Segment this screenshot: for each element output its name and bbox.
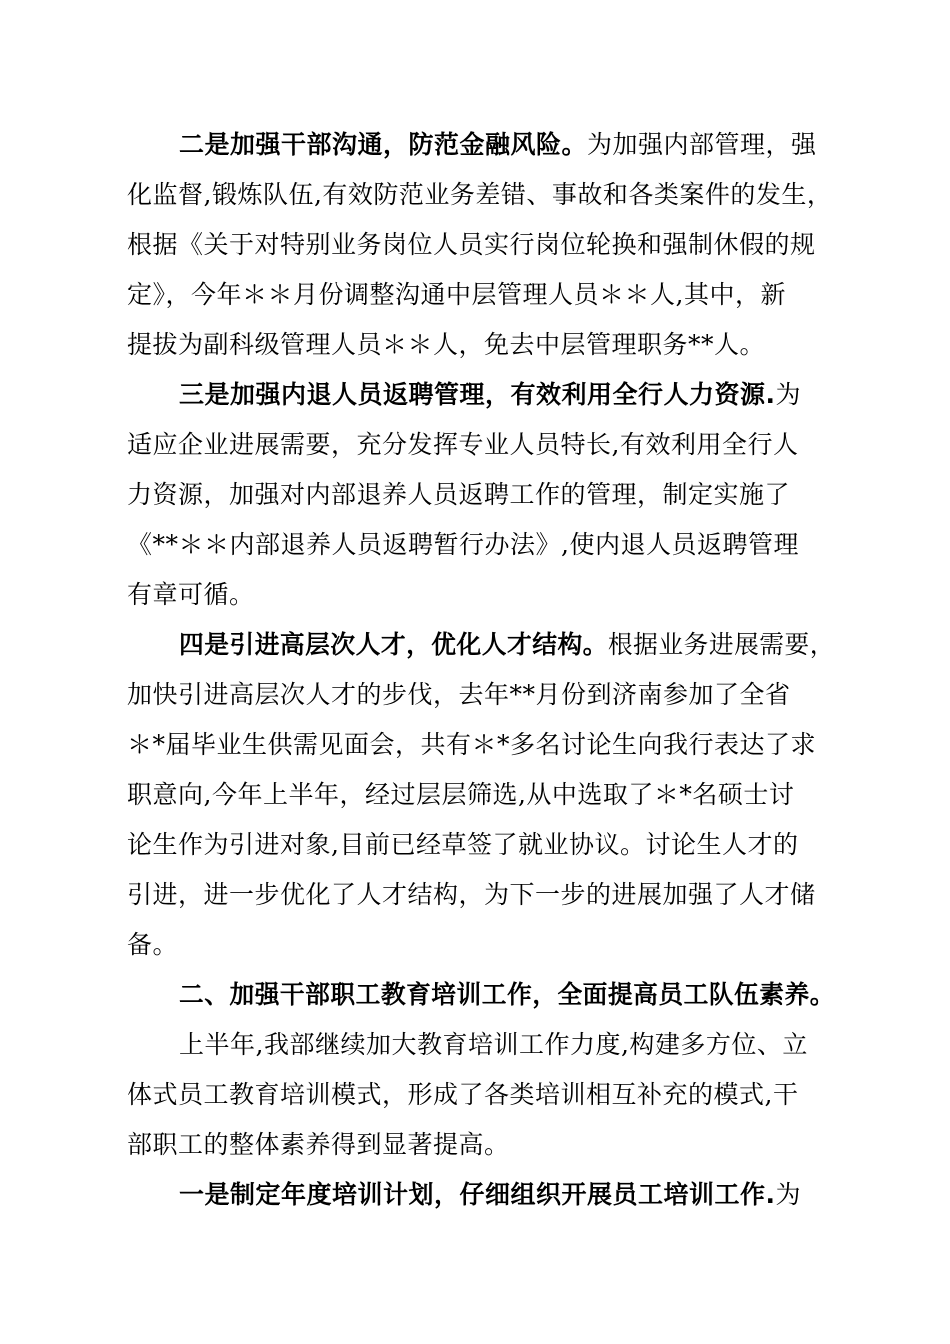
- paragraph-line: [127, 1130, 510, 1160]
- line-text: 备。: [127, 930, 179, 959]
- line-text: 体式员工教育培训模式，形成了各类培训相互补充的模式,干: [127, 1080, 799, 1109]
- bold-heading: 四是引进高层次人才，优化人才结构。: [179, 630, 608, 659]
- paragraph-line: [127, 480, 790, 510]
- paragraph-line: [127, 930, 178, 960]
- paragraph-line: [179, 130, 817, 160]
- line-text: 提拔为副科级管理人员＊＊人，免去中层管理职务**人。: [127, 330, 766, 359]
- line-text: 部职工的整体素养得到显著提高。: [127, 1130, 510, 1159]
- paragraph-line: [127, 180, 832, 210]
- line-text: 为: [775, 1180, 802, 1209]
- bold-heading: 二是加强干部沟通，防范金融风险。: [179, 130, 588, 159]
- line-text: 引进，进一步优化了人才结构，为下一步的进展加强了人才储: [127, 880, 816, 909]
- paragraph-line: [127, 880, 816, 910]
- paragraph-line: [179, 1030, 808, 1060]
- line-text: 适应企业进展需要，充分发挥专业人员特长,有效利用全行人: [127, 430, 799, 459]
- line-text: 根据《关于对特别业务岗位人员实行岗位轮换和强制休假的规: [127, 230, 816, 259]
- paragraph-line: [179, 380, 801, 410]
- line-text: 上半年,我部继续加大教育培训工作力度,构建多方位、立: [179, 1030, 808, 1059]
- paragraph-line: [127, 280, 786, 310]
- paragraph-line: [127, 430, 798, 460]
- line-text: 论生作为引进对象,目前已经草签了就业协议。讨论生人才的: [127, 830, 799, 859]
- bold-heading: 二、加强干部职工教育培训工作，全面提高员工队伍素养。: [179, 980, 835, 1009]
- paragraph-line: [127, 580, 255, 610]
- paragraph-line: [127, 780, 794, 810]
- line-text: 为加强内部管理，强: [587, 130, 817, 159]
- line-text: 化监督,锻炼队伍,有效防范业务差错、事故和各类案件的发生，: [127, 180, 833, 209]
- paragraph-line: [127, 230, 816, 260]
- line-text: 定》，今年＊＊月份调整沟通中层管理人员＊＊人,其中，新: [127, 280, 786, 309]
- paragraph-line: [127, 330, 765, 360]
- bold-heading: 三是加强内退人员返聘管理，有效利用全行人力资源.: [179, 380, 776, 409]
- paragraph-line: [127, 730, 816, 760]
- paragraph-line: [127, 1080, 798, 1110]
- paragraph-line: [179, 630, 835, 660]
- line-text: 力资源，加强对内部退养人员返聘工作的管理，制定实施了: [127, 480, 791, 509]
- paragraph-line: [179, 1180, 801, 1210]
- line-text: 《**＊＊内部退养人员返聘暂行办法》,使内退人员返聘管理: [127, 530, 799, 559]
- paragraph-line: [127, 830, 798, 860]
- line-text: 根据业务进展需要，: [607, 630, 836, 659]
- line-text: 职意向,今年上半年，经过层层筛选,从中选取了＊*名硕士讨: [127, 780, 795, 809]
- section-heading: [179, 980, 835, 1010]
- line-text: ＊*届毕业生供需见面会，共有＊*多名讨论生向我行表达了求: [127, 730, 817, 759]
- paragraph-line: [127, 530, 799, 560]
- line-text: 加快引进高层次人才的步伐，去年**月份到济南参加了全省: [127, 680, 791, 709]
- bold-heading: 一是制定年度培训计划，仔细组织开展员工培训工作.: [179, 1180, 776, 1209]
- paragraph-line: [127, 680, 791, 710]
- line-text: 为: [775, 380, 802, 409]
- line-text: 有章可循。: [127, 580, 255, 609]
